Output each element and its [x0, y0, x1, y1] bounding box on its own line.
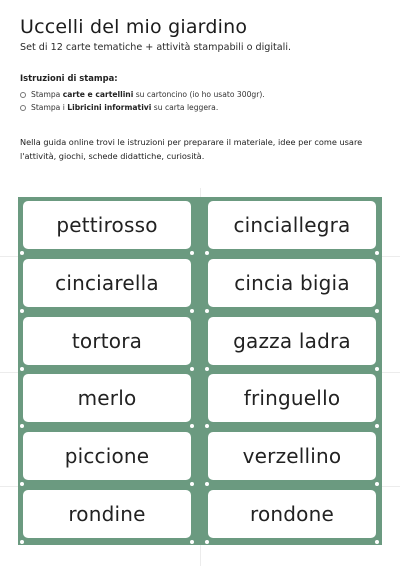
bird-card [208, 259, 376, 307]
page-title: Uccelli del mio giardino [20, 16, 248, 38]
instruction-item [20, 101, 265, 114]
bird-card-label: piccione [64, 444, 150, 469]
hole-punch-dot [375, 367, 379, 371]
hole-punch-dot [205, 540, 209, 544]
bird-card [23, 317, 191, 365]
bird-card-label: pettirosso [56, 213, 158, 237]
hole-punch-dot [20, 309, 24, 313]
hole-punch-dot [190, 482, 194, 486]
bird-card [23, 201, 191, 249]
print-instructions-list [20, 88, 265, 114]
hole-punch-dot [205, 482, 209, 486]
card-sheet [18, 197, 382, 545]
bullet-icon [20, 105, 26, 111]
bird-card-label: fringuello [243, 386, 341, 411]
bird-card [208, 490, 376, 538]
instruction-text: Stampa i Libricini informativi su carta leggera. [31, 103, 219, 112]
bird-card [208, 317, 376, 365]
bird-card-label: tortora [71, 328, 143, 353]
hole-punch-dot [20, 540, 24, 544]
hole-punch-dot [375, 251, 379, 255]
bird-card-label: verzellino [242, 444, 342, 469]
bird-card [23, 374, 191, 422]
bird-card [208, 374, 376, 422]
hole-punch-dot [205, 367, 209, 371]
hole-punch-dot [20, 367, 24, 371]
bird-card [23, 490, 191, 538]
bird-card-label: merlo [77, 386, 137, 411]
hole-punch-dot [190, 367, 194, 371]
hole-punch-dot [375, 424, 379, 428]
bird-card [208, 201, 376, 249]
bird-card-label: cincia bigia [234, 270, 350, 295]
guide-note: Nella guida online trovi le istruzioni per preparare il materiale, idee per come usare l'attività, giochi, schede didattiche, curiosità. [20, 137, 363, 161]
hole-punch-dot [375, 482, 379, 486]
hole-punch-dot [205, 424, 209, 428]
instruction-item [20, 88, 265, 101]
hole-punch-dot [190, 309, 194, 313]
hole-punch-dot [190, 424, 194, 428]
hole-punch-dot [20, 482, 24, 486]
bird-card [208, 432, 376, 480]
hole-punch-dot [205, 309, 209, 313]
bird-card-label: cinciarella [55, 270, 159, 295]
hole-punch-dot [190, 540, 194, 544]
bird-card [23, 259, 191, 307]
bullet-icon [20, 92, 26, 98]
bird-card-label: rondine [68, 502, 146, 526]
bird-card-label: cinciallegra [233, 213, 351, 237]
hole-punch-dot [20, 251, 24, 255]
hole-punch-dot [375, 540, 379, 544]
bird-card [23, 432, 191, 480]
bird-card-label: gazza ladra [233, 328, 351, 353]
print-instructions-heading: Istruzioni di stampa: [20, 73, 118, 83]
hole-punch-dot [190, 251, 194, 255]
hole-punch-dot [205, 251, 209, 255]
hole-punch-dot [375, 309, 379, 313]
page-subtitle: Set di 12 carte tematiche + attività stampabili o digitali. [20, 42, 292, 53]
hole-punch-dot [20, 424, 24, 428]
instruction-text: Stampa carte e cartellini su cartoncino (io ho usato 300gr). [31, 90, 265, 99]
bird-card-label: rondone [249, 502, 334, 526]
